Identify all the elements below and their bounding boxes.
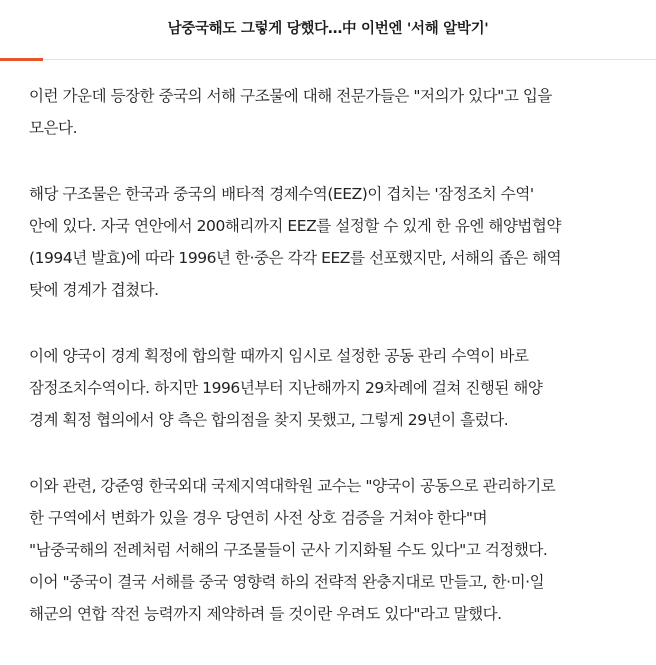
paragraph-line: 탓에 경계가 겹쳤다.	[29, 281, 159, 299]
paragraph-line: 해군의 연합 작전 능력까지 제약하려 들 것이란 우려도 있다"라고 말했다.	[29, 605, 502, 623]
paragraph-line: 이어 "중국이 결국 서해를 중국 영향력 하의 전략적 완충지대로 만들고, 한·미·일	[29, 573, 545, 591]
paragraph-line: 경계 획정 협의에서 양 측은 합의점을 찾지 못했고, 그렇게 29년이 흘렀다.	[29, 411, 509, 429]
paragraph-line: 모은다.	[29, 119, 78, 137]
article-body	[29, 80, 629, 630]
reading-progress-fill	[0, 58, 43, 61]
paragraph-line: 안에 있다. 자국 연안에서 200해리까지 EEZ를 설정할 수 있게 한 유엔 해양법협약	[29, 217, 561, 235]
paragraph-line: 잠정조치수역이다. 하지만 1996년부터 지난해까지 29차례에 걸쳐 진행된 해양	[29, 379, 543, 397]
article-paragraph-1	[29, 80, 629, 144]
article-title: 남중국해도 그렇게 당했다…中 이번엔 '서해 알박기'	[167, 21, 489, 37]
paragraph-line: 이런 가운데 등장한 중국의 서해 구조물에 대해 전문가들은 "저의가 있다"고 입을	[29, 87, 552, 105]
article-paragraph-4	[29, 470, 629, 630]
paragraph-line: "남중국해의 전례처럼 서해의 구조물들이 군사 기지화될 수도 있다"고 걱정했다.	[29, 541, 548, 559]
paragraph-line: 한 구역에서 변화가 있을 경우 당연히 사전 상호 검증을 거쳐야 한다"며	[29, 509, 488, 527]
article-paragraph-3	[29, 340, 629, 436]
article-header-bar	[0, 0, 656, 60]
paragraph-line: (1994년 발효)에 따라 1996년 한·중은 각각 EEZ를 선포했지만, 서해의 좁은 해역	[29, 249, 562, 267]
reading-progress-bar	[0, 58, 656, 61]
paragraph-line: 이에 양국이 경계 획정에 합의할 때까지 임시로 설정한 공동 관리 수역이 바로	[29, 347, 529, 365]
paragraph-line: 이와 관련, 강준영 한국외대 국제지역대학원 교수는 "양국이 공동으로 관리하기로	[29, 477, 556, 495]
article-paragraph-2	[29, 178, 629, 306]
paragraph-line: 해당 구조물은 한국과 중국의 배타적 경제수역(EEZ)이 겹치는 '잠정조치 수역'	[29, 185, 534, 203]
